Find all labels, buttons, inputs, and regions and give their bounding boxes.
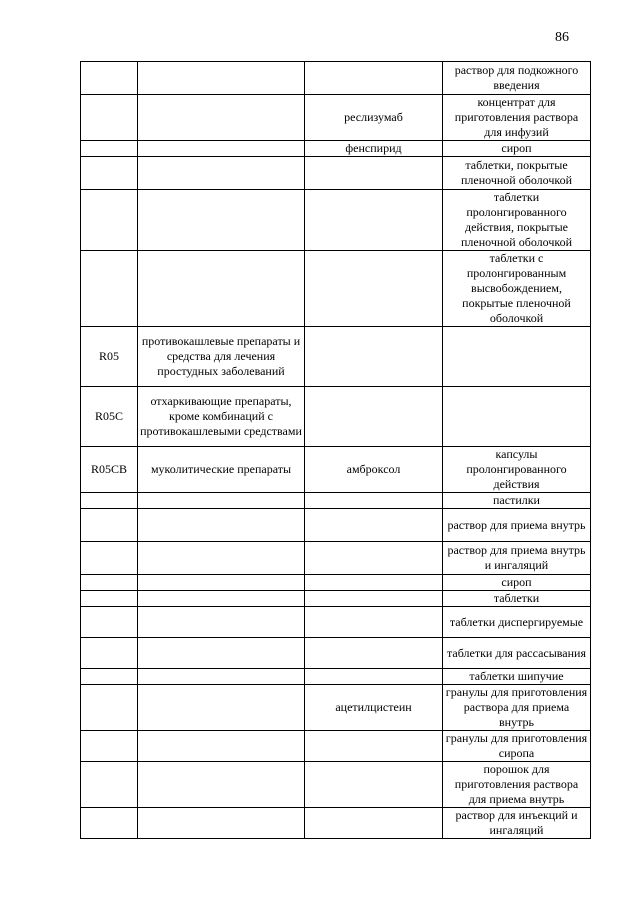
group-name-cell [138, 62, 305, 95]
dosage-form-cell: капсулы пролонгированного действия [443, 447, 591, 493]
table-row [81, 762, 591, 808]
atc-code-cell [81, 638, 138, 669]
atc-code-cell: R05CB [81, 447, 138, 493]
drug-name-cell [305, 509, 443, 542]
drug-name-cell [305, 591, 443, 607]
atc-code-cell [81, 251, 138, 327]
group-name-cell [138, 509, 305, 542]
drug-name-cell [305, 762, 443, 808]
table-row [81, 731, 591, 762]
atc-code-cell [81, 762, 138, 808]
table-row [81, 447, 591, 493]
group-name-cell [138, 157, 305, 190]
group-name-cell [138, 638, 305, 669]
table-row [81, 509, 591, 542]
drug-name-cell [305, 731, 443, 762]
group-name-cell: противокашлевые препараты и средства для лечения простудных заболеваний [138, 327, 305, 387]
dosage-form-cell: гранулы для приготовления раствора для приема внутрь [443, 685, 591, 731]
table-row [81, 685, 591, 731]
group-name-cell [138, 190, 305, 251]
dosage-form-cell: раствор для приема внутрь [443, 509, 591, 542]
atc-code-cell [81, 190, 138, 251]
group-name-cell [138, 95, 305, 141]
page-number: 86 [555, 30, 569, 45]
drug-name-cell [305, 62, 443, 95]
drug-name-cell [305, 638, 443, 669]
group-name-cell [138, 575, 305, 591]
dosage-form-cell: таблетки, покрытые пленочной оболочкой [443, 157, 591, 190]
atc-code-cell [81, 575, 138, 591]
atc-code-cell [81, 685, 138, 731]
atc-code-cell [81, 607, 138, 638]
group-name-cell: муколитические препараты [138, 447, 305, 493]
group-name-cell [138, 685, 305, 731]
table-row [81, 157, 591, 190]
dosage-form-cell: таблетки с пролонгированным высвобождением, покрытые пленочной оболочкой [443, 251, 591, 327]
drug-name-cell: амброксол [305, 447, 443, 493]
table-row [81, 542, 591, 575]
table-row [81, 607, 591, 638]
atc-code-cell [81, 669, 138, 685]
dosage-form-cell: концентрат для приготовления раствора для инфузий [443, 95, 591, 141]
dosage-form-cell: сироп [443, 575, 591, 591]
drug-name-cell [305, 542, 443, 575]
drug-name-cell: реслизумаб [305, 95, 443, 141]
group-name-cell [138, 591, 305, 607]
drug-name-cell [305, 251, 443, 327]
table-row [81, 62, 591, 95]
atc-code-cell [81, 493, 138, 509]
dosage-form-cell: гранулы для приготовления сиропа [443, 731, 591, 762]
atc-code-cell [81, 542, 138, 575]
drug-name-cell [305, 493, 443, 509]
drug-name-cell [305, 669, 443, 685]
atc-code-cell [81, 731, 138, 762]
dosage-form-cell: сироп [443, 141, 591, 157]
table-row [81, 251, 591, 327]
table-row [81, 387, 591, 447]
group-name-cell [138, 762, 305, 808]
drug-name-cell [305, 808, 443, 839]
dosage-form-cell: таблетки шипучие [443, 669, 591, 685]
table-row [81, 141, 591, 157]
drug-name-cell [305, 387, 443, 447]
table-row [81, 493, 591, 509]
dosage-form-cell: раствор для инъекций и ингаляций [443, 808, 591, 839]
atc-code-cell [81, 591, 138, 607]
drug-name-cell [305, 575, 443, 591]
drug-name-cell [305, 327, 443, 387]
drug-name-cell [305, 190, 443, 251]
dosage-form-cell: порошок для приготовления раствора для приема внутрь [443, 762, 591, 808]
group-name-cell [138, 251, 305, 327]
group-name-cell [138, 669, 305, 685]
dosage-form-cell: пастилки [443, 493, 591, 509]
drug-table [80, 61, 591, 839]
group-name-cell [138, 493, 305, 509]
dosage-form-cell: раствор для подкожного введения [443, 62, 591, 95]
drug-name-cell: фенспирид [305, 141, 443, 157]
table-row [81, 575, 591, 591]
table-row [81, 95, 591, 141]
group-name-cell [138, 808, 305, 839]
dosage-form-cell: таблетки диспергируемые [443, 607, 591, 638]
table-row [81, 327, 591, 387]
dosage-form-cell: таблетки [443, 591, 591, 607]
drug-name-cell [305, 607, 443, 638]
dosage-form-cell: таблетки пролонгированного действия, покрытые пленочной оболочкой [443, 190, 591, 251]
atc-code-cell [81, 509, 138, 542]
group-name-cell [138, 607, 305, 638]
dosage-form-cell: таблетки для рассасывания [443, 638, 591, 669]
table-row [81, 638, 591, 669]
atc-code-cell [81, 95, 138, 141]
atc-code-cell [81, 62, 138, 95]
drug-name-cell: ацетилцистеин [305, 685, 443, 731]
atc-code-cell [81, 808, 138, 839]
group-name-cell [138, 141, 305, 157]
atc-code-cell [81, 141, 138, 157]
group-name-cell [138, 542, 305, 575]
group-name-cell [138, 731, 305, 762]
table-row [81, 808, 591, 839]
drug-name-cell [305, 157, 443, 190]
group-name-cell: отхаркивающие препараты, кроме комбинаций с противокашлевыми средствами [138, 387, 305, 447]
atc-code-cell: R05C [81, 387, 138, 447]
table-row [81, 591, 591, 607]
atc-code-cell [81, 157, 138, 190]
dosage-form-cell [443, 327, 591, 387]
table-row [81, 669, 591, 685]
dosage-form-cell: раствор для приема внутрь и ингаляций [443, 542, 591, 575]
atc-code-cell: R05 [81, 327, 138, 387]
dosage-form-cell [443, 387, 591, 447]
table-row [81, 190, 591, 251]
